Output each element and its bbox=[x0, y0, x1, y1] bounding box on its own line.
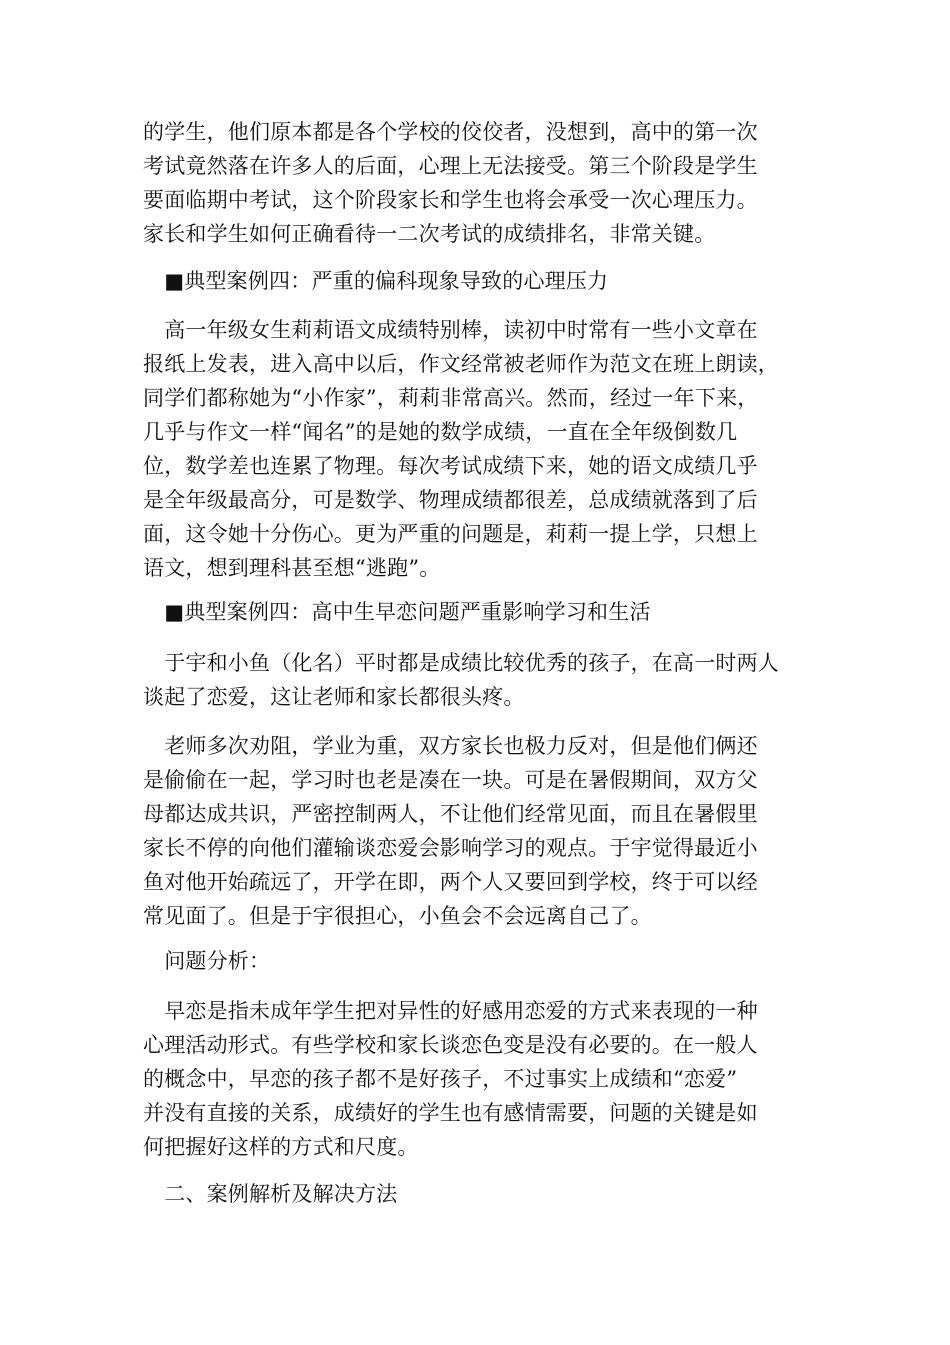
text-line: 二、案例解析及解决方法 bbox=[143, 1182, 398, 1206]
text-line: 常见面了。但是于宇很担心，小鱼会不会远离自己了。 bbox=[143, 904, 652, 928]
section-heading-case-analysis bbox=[143, 1177, 783, 1211]
text-line: 报纸上发表，进入高中以后，作文经常被老师作为范文在班上朗读， bbox=[143, 352, 779, 376]
case-heading-early-love bbox=[143, 595, 783, 629]
text-line: 是全年级最高分，可是数学、物理成绩都很差，总成绩就落到了后 bbox=[143, 488, 758, 512]
text-line: ■典型案例四：高中生早恋问题严重影响学习和生活 bbox=[143, 600, 651, 624]
text-line: 鱼对他开始疏远了，开学在即，两个人又要回到学校，终于可以经 bbox=[143, 870, 758, 894]
text-line: 并没有直接的关系，成绩好的学生也有感情需要，问题的关键是如 bbox=[143, 1101, 758, 1125]
text-line: 的概念中，早恋的孩子都不是好孩子，不过事实上成绩和“恋爱” bbox=[143, 1067, 738, 1091]
paragraph-yuyu-intro bbox=[143, 646, 783, 714]
text-line: 何把握好这样的方式和尺度。 bbox=[143, 1135, 419, 1159]
text-line: 老师多次劝阻，学业为重，双方家长也极力反对，但是他们俩还 bbox=[143, 734, 758, 758]
text-line: 是偷偷在一起，学习时也老是凑在一块。可是在暑假期间，双方父 bbox=[143, 768, 758, 792]
text-line: 要面临期中考试，这个阶段家长和学生也将会承受一次心理压力。 bbox=[143, 188, 758, 212]
text-line: 面，这令她十分伤心。更为严重的问题是，莉莉一提上学，只想上 bbox=[143, 522, 758, 546]
case-heading-subject-imbalance bbox=[143, 264, 783, 298]
text-line: ■典型案例四：严重的偏科现象导致的心理压力 bbox=[143, 269, 609, 293]
paragraph-analysis bbox=[143, 994, 783, 1164]
text-line: 问题分析： bbox=[143, 949, 271, 973]
paragraph-exam-pressure bbox=[143, 115, 783, 251]
paragraph-lili-case bbox=[143, 313, 783, 585]
text-line: 早恋是指未成年学生把对异性的好感用恋爱的方式来表现的一种 bbox=[143, 999, 758, 1023]
text-line: 家长和学生如何正确看待一二次考试的成绩排名，非常关键。 bbox=[143, 222, 716, 246]
text-line: 考试竟然落在许多人的后面，心理上无法接受。第三个阶段是学生 bbox=[143, 154, 758, 178]
text-line: 几乎与作文一样“闻名”的是她的数学成绩，一直在全年级倒数几 bbox=[143, 420, 738, 444]
problem-analysis-heading bbox=[143, 944, 783, 978]
text-line: 心理活动形式。有些学校和家长谈恋色变是没有必要的。在一般人 bbox=[143, 1033, 758, 1057]
text-line: 于宇和小鱼（化名）平时都是成绩比较优秀的孩子，在高一时两人 bbox=[143, 651, 779, 675]
text-line: 语文，想到理科甚至想“逃跑”。 bbox=[143, 556, 441, 580]
text-line: 高一年级女生莉莉语文成绩特别棒，读初中时常有一些小文章在 bbox=[143, 318, 758, 342]
text-line: 家长不停的向他们灌输谈恋爱会影响学习的观点。于宇觉得最近小 bbox=[143, 836, 758, 860]
text-line: 谈起了恋爱，这让老师和家长都很头疼。 bbox=[143, 685, 525, 709]
text-line: 同学们都称她为“小作家”，莉莉非常高兴。然而，经过一年下来， bbox=[143, 386, 759, 410]
text-line: 母都达成共识，严密控制两人，不让他们经常见面，而且在暑假里 bbox=[143, 802, 758, 826]
text-line: 位，数学差也连累了物理。每次考试成绩下来，她的语文成绩几乎 bbox=[143, 454, 758, 478]
text-line: 的学生，他们原本都是各个学校的佼佼者，没想到，高中的第一次 bbox=[143, 120, 758, 144]
paragraph-yuyu-detail bbox=[143, 729, 783, 933]
